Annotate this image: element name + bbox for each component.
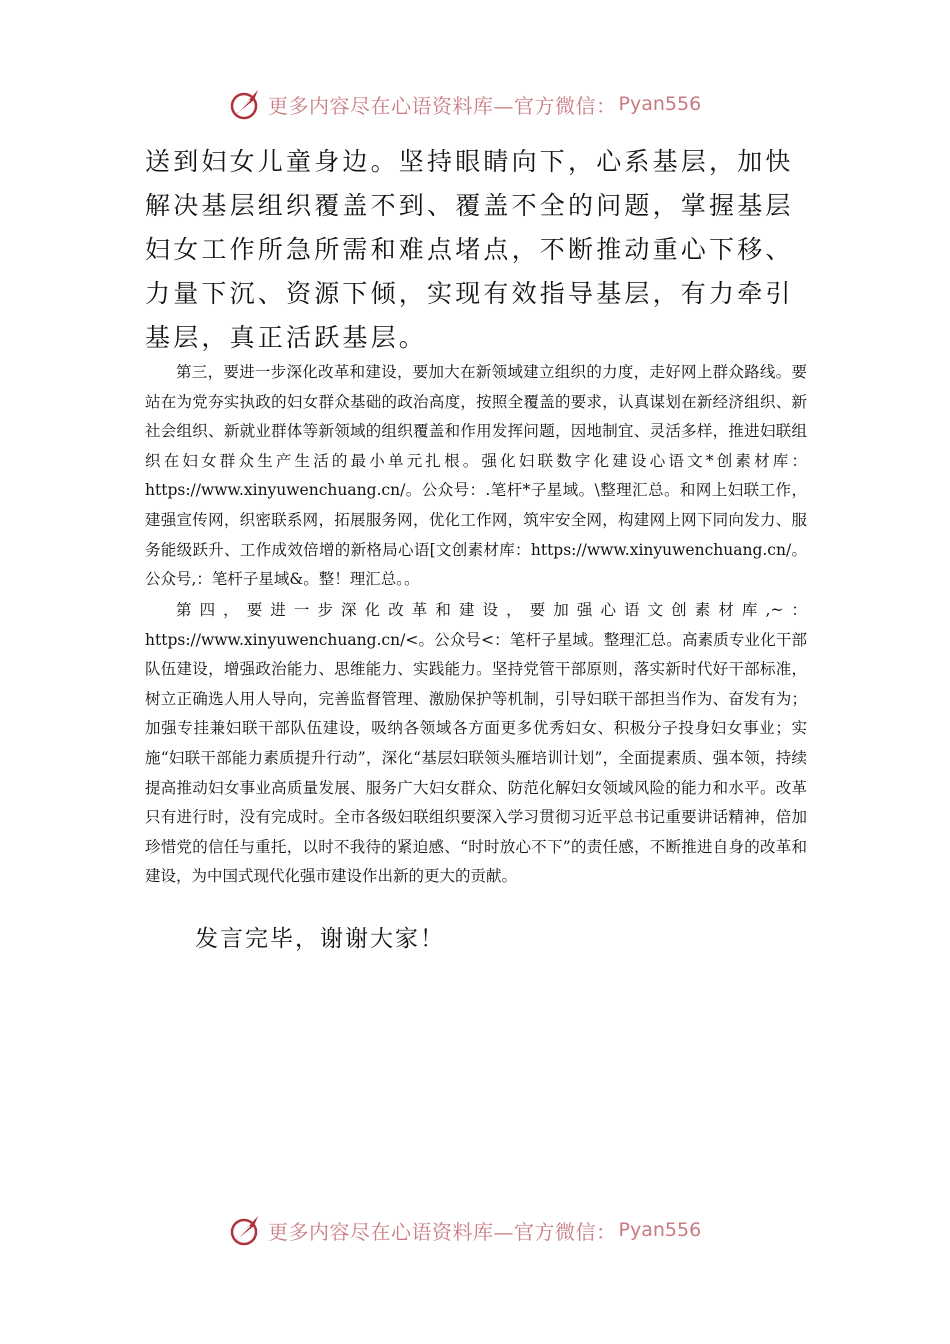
footer-site-text: 更多内容尽在心语资料库—官方微信：: [268, 1219, 617, 1244]
closing-line: 发言完毕，谢谢大家！: [195, 926, 445, 952]
quill-logo-icon: [228, 86, 264, 122]
quill-logo-icon: [228, 1212, 264, 1248]
header-site-text: 更多内容尽在心语资料库—官方微信：: [268, 93, 617, 118]
header-banner: [228, 84, 728, 124]
paragraph-third: 第三，要进一步深化改革和建设，要加大在新领域建立组织的力度，走好网上群众路线。要站在为党夯实执政的妇女群众基础的政治高度，按照全覆盖的要求，认真谋划在新经济组织、新社会组织、新就业群体等新领域的组织覆盖和作用发挥问题，因地制宜、灵活多样，推进妇联组织在妇女群众生产生活的最小单元扎根。强化妇联数字化建设心语文*创素材库：https://www.xinyuwenchuang.cn/。公众号：.笔杆*子星域。\整理汇总。和网上妇联工作，建强宣传网，织密联系网，拓展服务网，优化工作网，筑牢安全网，构建网上网下同向发力、服务能级跃升、工作成效倍增的新格局心语[文创素材库：https://www.xinyuwenchuang.cn/。公众号,：笔杆子星域&。整！理汇总。。: [145, 363, 807, 589]
footer-wechat-id: Pyan556: [618, 1219, 702, 1241]
header-wechat-id: Pyan556: [618, 93, 702, 115]
intro-paragraph: 送到妇女儿童身边。坚持眼睛向下，心系基层，加快解决基层组织覆盖不到、覆盖不全的问题，掌握基层妇女工作所急所需和难点堵点，不断推动重心下移、力量下沉、资源下倾，实现有效指导基层，有力牵引基层，真正活跃基层。: [145, 147, 794, 352]
paragraph-fourth: 第四，要进一步深化改革和建设，要加强心语文创素材库,~：https://www.xinyuwenchuang.cn/<。公众号<：笔杆子星域。整理汇总。高素质专业化干部队伍建设，增强政治能力、思维能力、实践能力。坚持党管干部原则，落实新时代好干部标准，树立正确选人用人导向，完善监督管理、激励保护等机制，引导妇联干部担当作为、奋发有为；加强专挂兼妇联干部队伍建设，吸纳各领域各方面更多优秀妇女、积极分子投身妇女事业；实施“妇联干部能力素质提升行动”，深化“基层妇联领头雁培训计划”，全面提素质、强本领，持续提高推动妇女事业高质量发展、服务广大妇女群众、防范化解妇女领域风险的能力和水平。改革只有进行时，没有完成时。全市各级妇联组织要深入学习贯彻习近平总书记重要讲话精神，倍加珍惜党的信任与重托，以时不我待的紧迫感、“时时放心不下”的责任感，不断推进自身的改革和建设，为中国式现代化强市建设作出新的更大的贡献。: [145, 601, 807, 886]
footer-banner: [228, 1210, 728, 1250]
